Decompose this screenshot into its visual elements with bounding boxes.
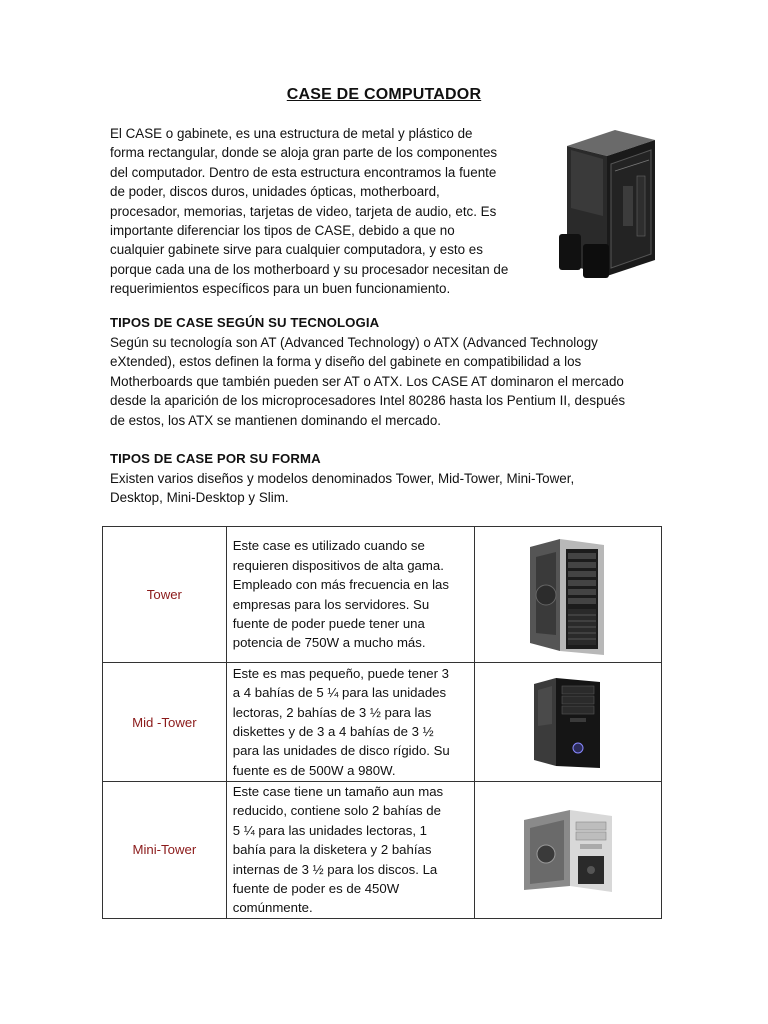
case-types-table <box>102 526 662 919</box>
case-type-name: Mini-Tower <box>103 782 227 919</box>
form-line: Existen varios diseños y modelos denominados Tower, Mid-Tower, Mini-Tower, <box>110 471 575 486</box>
technology-line: desde la aparición de los microprocesadores Intel 80286 hasta los Pentium II, después <box>110 393 626 409</box>
intro-line: requerimientos específicos para un buen funcionamiento. <box>110 281 451 297</box>
form-paragraph <box>110 469 659 508</box>
intro-line: cualquier gabinete sirve para cualquier computadora, y esto es <box>110 242 483 258</box>
table-row <box>103 782 662 919</box>
technology-line: Motherboards que también pueden ser AT o ATX. Los CASE AT dominaron el mercado <box>110 373 624 389</box>
intro-line: procesador, memorias, tarjetas de video, tarjeta de audio, etc. Es <box>110 203 497 219</box>
description-line: comúnmente. <box>232 900 313 916</box>
description-line: fuente de poder es de 450W <box>232 881 400 897</box>
table-row <box>103 527 662 663</box>
page-title: CASE DE COMPUTADOR <box>286 86 482 103</box>
slim-case-image <box>545 126 660 286</box>
description-line: fuente es de 500W a 980W. <box>232 762 396 778</box>
description-line: para las unidades de disco rígido. Su <box>232 743 450 759</box>
mid-tower-case-image <box>530 674 606 770</box>
case-type-description <box>226 782 475 919</box>
description-line: 5 ¼ para las unidades lectoras, 1 <box>232 822 428 838</box>
intro-paragraph <box>110 124 533 299</box>
description-line: a 4 bahías de 5 ¼ para las unidades <box>232 685 447 701</box>
technology-line: eXtended), estos definen la forma y diseño del gabinete en compatibilidad a los <box>110 354 582 370</box>
description-line: bahía para la disketera y 2 bahías <box>232 842 432 858</box>
table-row <box>103 663 662 782</box>
case-type-name: Tower <box>103 527 227 663</box>
description-line: diskettes y de 3 a 4 bahías de 3 ½ <box>232 724 434 739</box>
form-line: Desktop, Mini-Desktop y Slim. <box>110 490 289 506</box>
description-line: reducido, contiene solo 2 bahías de <box>232 803 441 819</box>
technology-paragraph <box>110 333 659 430</box>
intro-line: forma rectangular, donde se aloja gran parte de los componentes <box>110 145 498 161</box>
technology-line: Según su tecnología son AT (Advanced Technology) o ATX (Advanced Technology <box>110 335 598 350</box>
intro-line: del computador. Dentro de esta estructura encontramos la fuente <box>110 164 497 180</box>
intro-line: porque cada una de los motherboard y su procesador necesitan de <box>110 261 509 277</box>
intro-line: de poder, discos duros, unidades ópticas, motherboard, <box>110 184 440 200</box>
description-line: Este case tiene un tamaño aun mas <box>232 784 444 799</box>
description-line: fuente de poder puede tener una <box>232 615 425 631</box>
mini-tower-case-image <box>520 806 616 894</box>
case-type-description <box>226 527 475 663</box>
description-line: potencia de 750W a mucho más. <box>232 635 426 651</box>
description-line: Este es mas pequeño, puede tener 3 <box>232 665 450 681</box>
description-line: empresas para los servidores. Su <box>232 596 430 612</box>
case-type-image-cell <box>475 527 662 663</box>
section-heading-technology: TIPOS DE CASE SEGÚN SU TECNOLOGIA <box>110 315 380 330</box>
description-line: internas de 3 ½ para los discos. La <box>232 861 438 877</box>
tower-case-image <box>526 533 610 657</box>
section-heading-form: TIPOS DE CASE POR SU FORMA <box>110 451 321 466</box>
description-line: Empleado con más frecuencia en las <box>232 577 449 593</box>
case-type-description <box>226 663 475 782</box>
description-line: lectoras, 2 bahías de 3 ½ para las <box>232 704 432 720</box>
intro-line: importante diferenciar los tipos de CASE, debido a que no <box>110 223 455 239</box>
case-type-image-cell <box>475 663 662 782</box>
description-line: requieren dispositivos de alta gama. <box>232 557 444 573</box>
case-type-name: Mid -Tower <box>103 663 227 782</box>
intro-line: El CASE o gabinete, es una estructura de metal y plástico de <box>110 126 473 141</box>
description-line: Este case es utilizado cuando se <box>232 538 425 554</box>
case-type-image-cell <box>475 782 662 919</box>
technology-line: de estos, los ATX se mantienen dominando el mercado. <box>110 412 441 428</box>
